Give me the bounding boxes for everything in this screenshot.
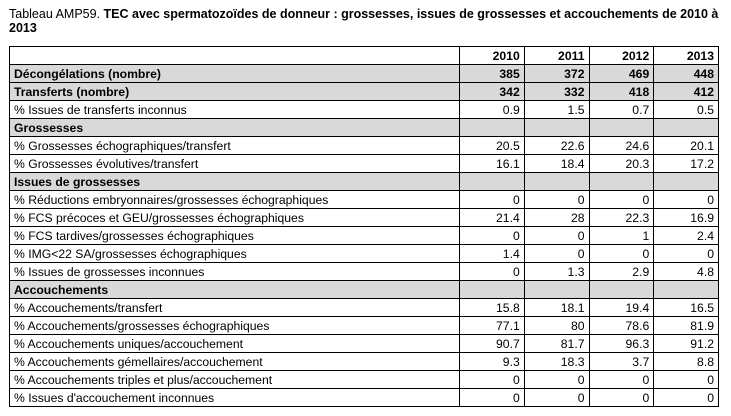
table-row (10, 191, 719, 209)
section-empty-cell (524, 119, 589, 137)
value-cell: 20.1 (654, 137, 719, 155)
table-row (10, 209, 719, 227)
value-cell: 0 (589, 191, 654, 209)
table-row (10, 317, 719, 335)
row-label: % Accouchements gémellaires/accouchement (10, 353, 460, 371)
column-header: 2010 (460, 47, 525, 65)
column-header: 2012 (589, 47, 654, 65)
row-label: Transferts (nombre) (10, 83, 460, 101)
value-cell: 0 (654, 245, 719, 263)
value-cell: 0 (589, 245, 654, 263)
section-label: Accouchements (10, 281, 460, 299)
value-cell: 19.4 (589, 299, 654, 317)
value-cell: 15.8 (460, 299, 525, 317)
value-cell: 91.2 (654, 335, 719, 353)
value-cell: 22.3 (589, 209, 654, 227)
column-header: 2013 (654, 47, 719, 65)
value-cell: 0 (460, 227, 525, 245)
row-label: % Issues de transferts inconnus (10, 101, 460, 119)
row-label: % Grossesses échographiques/transfert (10, 137, 460, 155)
value-cell: 0 (589, 371, 654, 389)
row-label: % FCS tardives/grossesses échographiques (10, 227, 460, 245)
row-label: % IMG<22 SA/grossesses échographiques (10, 245, 460, 263)
value-cell: 0 (460, 371, 525, 389)
value-cell: 412 (654, 83, 719, 101)
value-cell: 372 (524, 65, 589, 83)
row-label: % Issues de grossesses inconnues (10, 263, 460, 281)
summary-row (10, 65, 719, 83)
value-cell: 342 (460, 83, 525, 101)
value-cell: 0 (524, 191, 589, 209)
value-cell: 2.4 (654, 227, 719, 245)
section-empty-cell (460, 119, 525, 137)
value-cell: 90.7 (460, 335, 525, 353)
value-cell: 21.4 (460, 209, 525, 227)
value-cell: 1.3 (524, 263, 589, 281)
value-cell: 385 (460, 65, 525, 83)
value-cell: 0 (460, 263, 525, 281)
value-cell: 0 (460, 389, 525, 407)
value-cell: 20.5 (460, 137, 525, 155)
value-cell: 20.3 (589, 155, 654, 173)
row-label: % Accouchements/transfert (10, 299, 460, 317)
value-cell: 18.1 (524, 299, 589, 317)
column-header: 2011 (524, 47, 589, 65)
section-empty-cell (589, 281, 654, 299)
row-label: Décongélations (nombre) (10, 65, 460, 83)
table-row (10, 353, 719, 371)
summary-row (10, 83, 719, 101)
section-empty-cell (589, 173, 654, 191)
section-label: Grossesses (10, 119, 460, 137)
table-row (10, 155, 719, 173)
value-cell: 78.6 (589, 317, 654, 335)
value-cell: 0 (524, 371, 589, 389)
value-cell: 17.2 (654, 155, 719, 173)
value-cell: 3.7 (589, 353, 654, 371)
value-cell: 77.1 (460, 317, 525, 335)
value-cell: 16.5 (654, 299, 719, 317)
value-cell: 469 (589, 65, 654, 83)
value-cell: 0 (654, 371, 719, 389)
header-corner-cell (10, 47, 460, 65)
data-table (9, 46, 719, 407)
value-cell: 16.1 (460, 155, 525, 173)
value-cell: 24.6 (589, 137, 654, 155)
value-cell: 81.9 (654, 317, 719, 335)
row-label: % Accouchements triples et plus/accouchement (10, 371, 460, 389)
table-row (10, 335, 719, 353)
section-header-row (10, 173, 719, 191)
value-cell: 96.3 (589, 335, 654, 353)
value-cell: 418 (589, 83, 654, 101)
section-empty-cell (524, 173, 589, 191)
value-cell: 0.7 (589, 101, 654, 119)
row-label: % Grossesses évolutives/transfert (10, 155, 460, 173)
value-cell: 1.4 (460, 245, 525, 263)
table-row (10, 245, 719, 263)
value-cell: 0 (654, 389, 719, 407)
row-label: % Réductions embryonnaires/grossesses échographiques (10, 191, 460, 209)
section-empty-cell (654, 173, 719, 191)
table-row (10, 137, 719, 155)
value-cell: 16.9 (654, 209, 719, 227)
value-cell: 0 (524, 245, 589, 263)
section-empty-cell (460, 281, 525, 299)
value-cell: 2.9 (589, 263, 654, 281)
header-row (10, 47, 719, 65)
value-cell: 0 (524, 389, 589, 407)
value-cell: 28 (524, 209, 589, 227)
table-title (9, 7, 724, 35)
value-cell: 81.7 (524, 335, 589, 353)
row-label: % Issues d'accouchement inconnues (10, 389, 460, 407)
value-cell: 8.8 (654, 353, 719, 371)
table-number: Tableau AMP59. (9, 7, 101, 21)
table-row (10, 263, 719, 281)
row-label: % FCS précoces et GEU/grossesses échographiques (10, 209, 460, 227)
value-cell: 9.3 (460, 353, 525, 371)
section-header-row (10, 119, 719, 137)
value-cell: 0 (589, 389, 654, 407)
table-row (10, 299, 719, 317)
section-empty-cell (654, 281, 719, 299)
table-row (10, 101, 719, 119)
table-row (10, 389, 719, 407)
value-cell: 0 (524, 227, 589, 245)
table-body (10, 47, 719, 407)
row-label: % Accouchements uniques/accouchement (10, 335, 460, 353)
section-empty-cell (460, 173, 525, 191)
section-header-row (10, 281, 719, 299)
row-label: % Accouchements/grossesses échographiques (10, 317, 460, 335)
table-caption: TEC avec spermatozoïdes de donneur : grossesses, issues de grossesses et accouchements de 2010 à 2013 (9, 7, 719, 35)
value-cell: 0 (654, 191, 719, 209)
value-cell: 0.5 (654, 101, 719, 119)
table-row (10, 371, 719, 389)
value-cell: 18.3 (524, 353, 589, 371)
table-row (10, 227, 719, 245)
value-cell: 1.5 (524, 101, 589, 119)
value-cell: 0 (460, 191, 525, 209)
value-cell: 332 (524, 83, 589, 101)
value-cell: 0.9 (460, 101, 525, 119)
section-empty-cell (654, 119, 719, 137)
value-cell: 80 (524, 317, 589, 335)
section-empty-cell (524, 281, 589, 299)
value-cell: 448 (654, 65, 719, 83)
value-cell: 4.8 (654, 263, 719, 281)
value-cell: 18.4 (524, 155, 589, 173)
value-cell: 1 (589, 227, 654, 245)
section-empty-cell (589, 119, 654, 137)
section-label: Issues de grossesses (10, 173, 460, 191)
value-cell: 22.6 (524, 137, 589, 155)
